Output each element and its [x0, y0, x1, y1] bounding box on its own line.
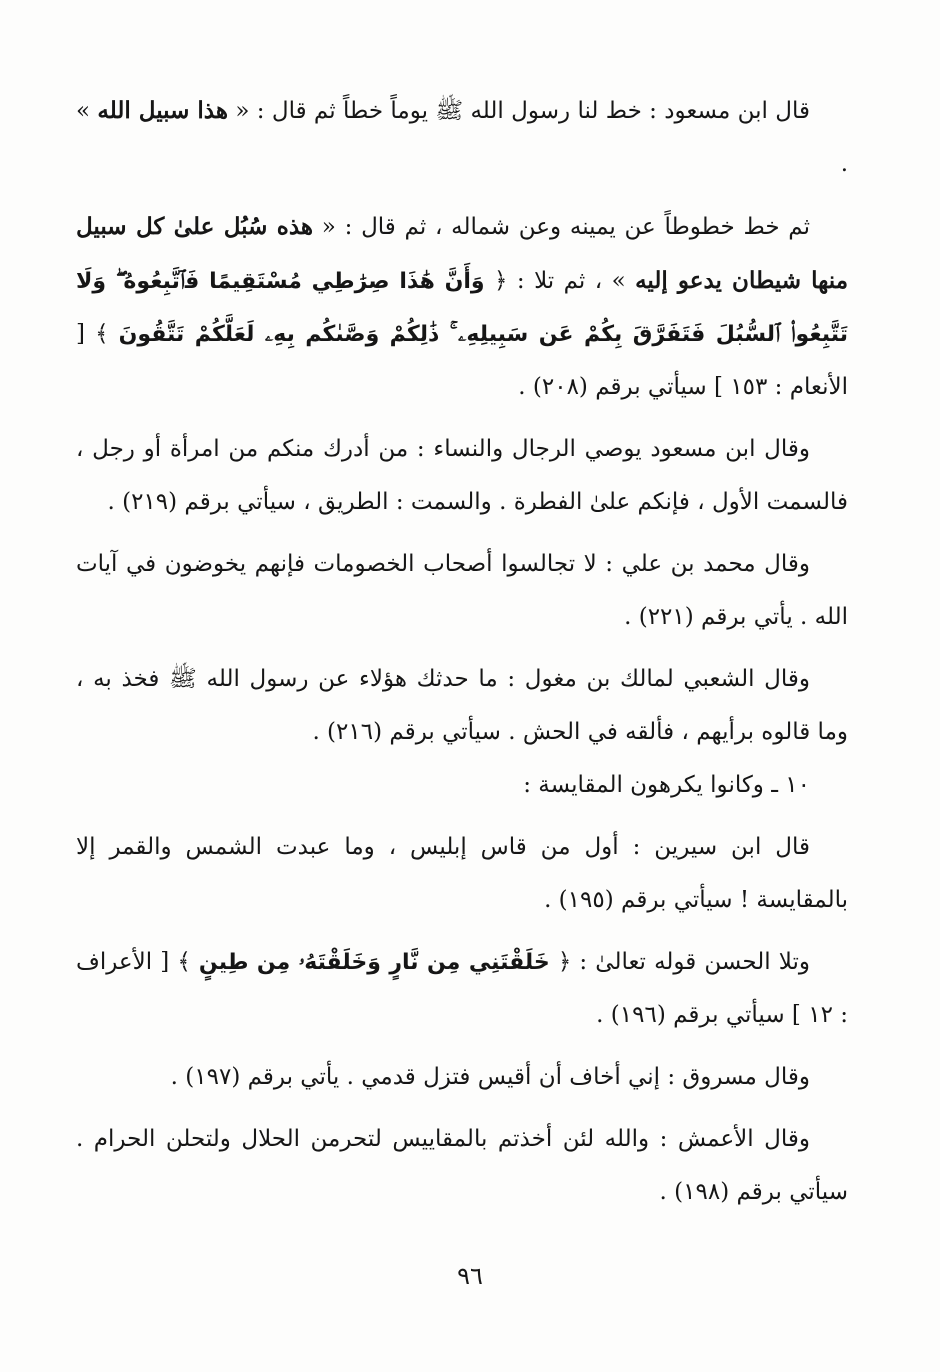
bold-quote: هذا سبيل الله [97, 97, 229, 124]
paragraph-ibn-sirin [76, 821, 848, 927]
text-segment: وقال محمد بن علي : لا تجالسوا أصحاب الخصومات فإنهم يخوضون في آيات الله . يأتي برقم (٢٢١) . [76, 551, 848, 630]
text-segment: » . [76, 98, 848, 177]
page-body [76, 84, 848, 1228]
text-segment: قال ابن سيرين : أول من قاس إبليس ، وما عبدت الشمس والقمر إلا بالمقايسة ! سيأتي برقم (١٩٥) . [76, 834, 848, 913]
text-segment: وقال الأعمش : والله لئن أخذتم بالمقاييس لتحرمن الحلال ولتحلن الحرام . سيأتي برقم (١٩٨) . [76, 1126, 848, 1205]
text-segment: قال ابن مسعود : خط لنا رسول الله ﷺ يوماً خطاً ثم قال : « [228, 98, 810, 124]
paragraph-amash [76, 1113, 848, 1219]
paragraph-masruq [76, 1051, 848, 1104]
quran-verse: وَأَنَّ هَٰذَا صِرَٰطِي مُسْتَقِيمًا فَٱتَّبِعُوهُ ۖ وَلَا تَتَّبِعُوا۟ ٱلسُّبُلَ فَتَفَرَّقَ بِكُمْ عَن سَبِيلِهِۦ ۚ ذَٰلِكُمْ وَصَّىٰكُم بِهِۦ لَعَلَّكُمْ تَتَّقُونَ [76, 269, 848, 347]
text-segment: وقال مسروق : إني أخاف أن أقيس فتزل قدمي . يأتي برقم (١٩٧) . [170, 1064, 810, 1090]
section-heading-analogy [76, 759, 848, 812]
bold-quote: هذه سُبُل علىٰ كل سبيل منها شيطان يدعو إليه [76, 213, 849, 294]
paragraph-ibn-masud-line [76, 84, 848, 191]
text-segment: » ، ثم تلا : ﴿ [484, 268, 636, 294]
paragraph-paths-verse [76, 200, 848, 414]
text-segment: ﴾ [ الأعراف : ١٢ ] سيأتي برقم (١٩٦) . [76, 949, 848, 1028]
page-number: ٩٦ [457, 1262, 483, 1290]
text-segment: ١٠ ـ وكانوا يكرهون المقايسة : [523, 772, 810, 798]
text-segment: وقال ابن مسعود يوصي الرجال والنساء : من أدرك منكم من امرأة أو رجل ، فالسمت الأول ، فإنكم علىٰ الفطرة . والسمت : الطريق ، سيأتي برقم (٢١٩) . [76, 436, 848, 515]
text-segment: ثم خط خطوطاً عن يمينه وعن شماله ، ثم قال : « [313, 214, 810, 240]
text-segment: وقال الشعبي لمالك بن مغول : ما حدثك هؤلاء عن رسول الله ﷺ فخذ به ، وما قالوه برأيهم ، فألقه في الحش . سيأتي برقم (٢١٦) . [76, 666, 848, 745]
quran-verse: خَلَقْتَنِي مِن نَّارٍ وَخَلَقْتَهُۥ مِن طِينٍ [198, 950, 550, 975]
paragraph-muhammad-bin-ali [76, 538, 848, 644]
paragraph-shabi [76, 653, 848, 759]
paragraph-hasan-verse [76, 936, 848, 1042]
text-segment: ﴾ [ الأنعام : ١٥٣ ] سيأتي برقم (٢٠٨) . [76, 321, 848, 400]
paragraph-ibn-masud-advice [76, 423, 848, 529]
text-segment: وتلا الحسن قوله تعالىٰ : ﴿ [549, 949, 810, 975]
